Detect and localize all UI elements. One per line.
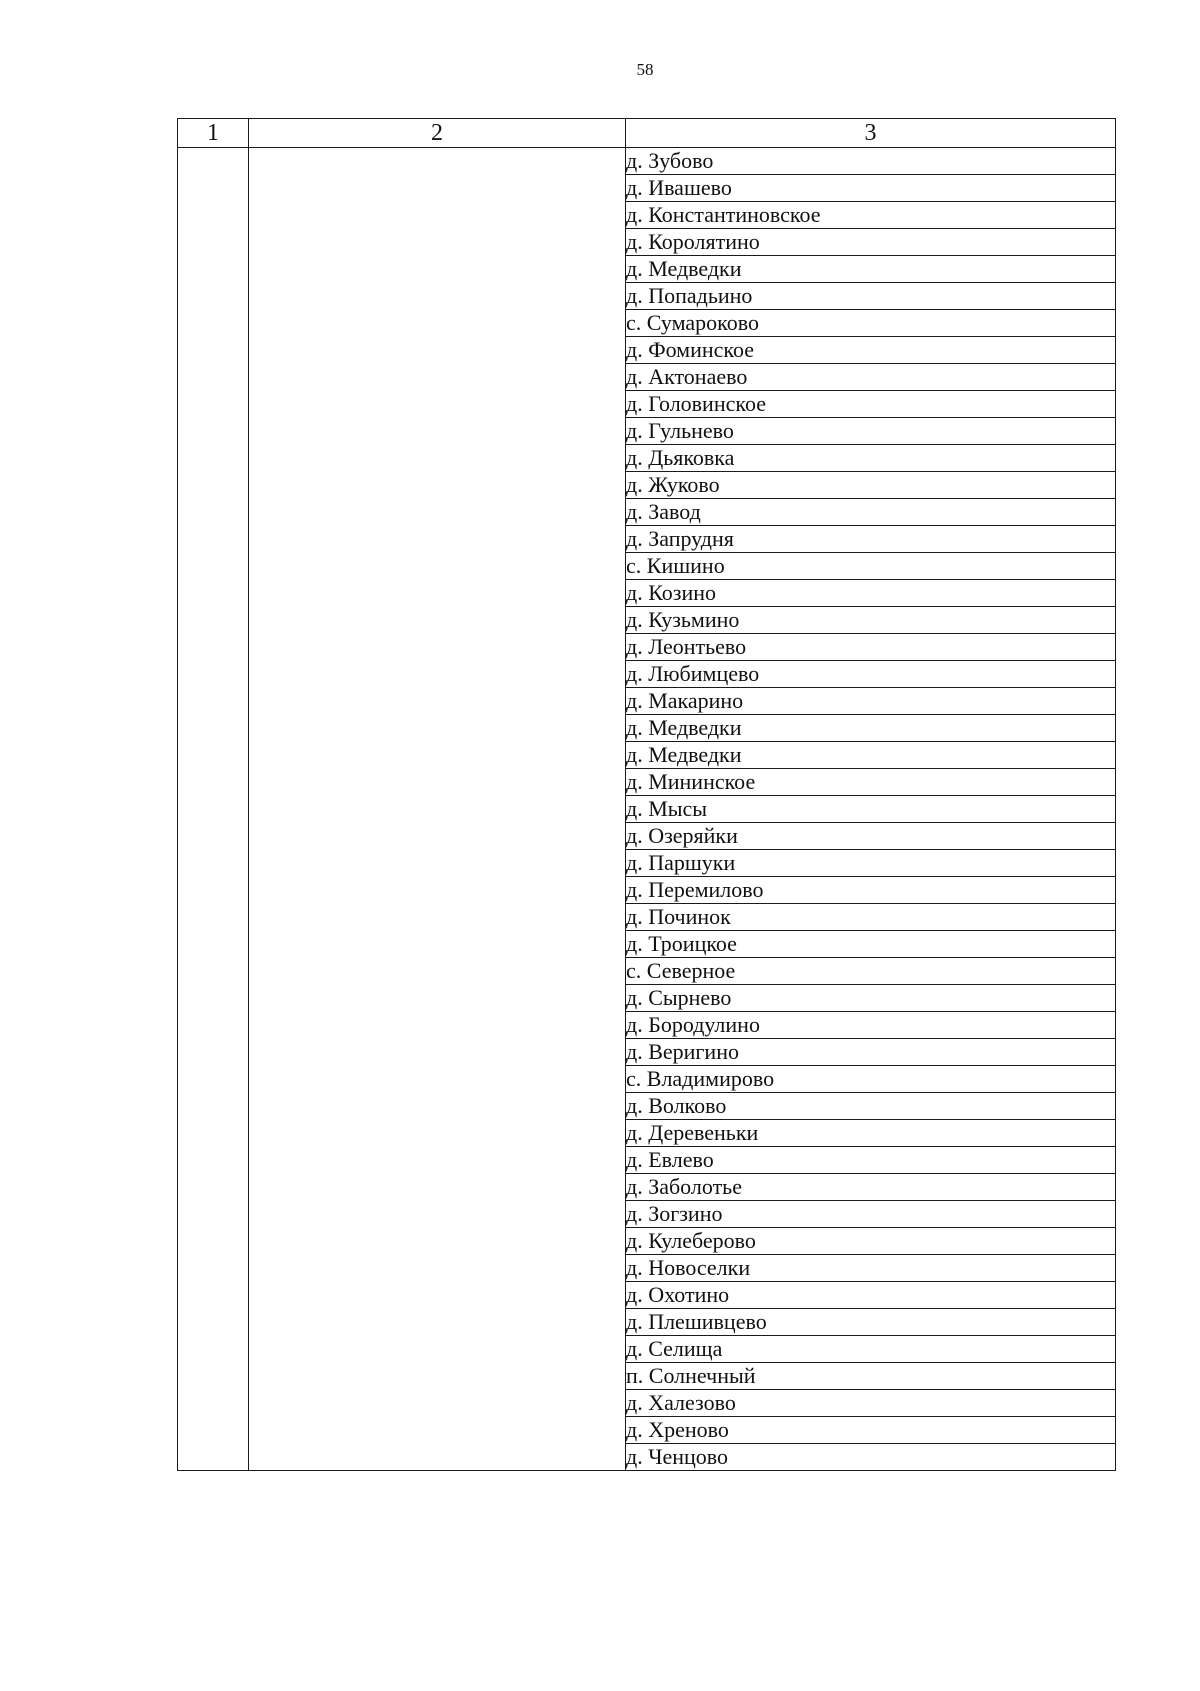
settlement-name-cell: д. Деревеньки (626, 1120, 1116, 1147)
settlement-name-cell: д. Новоселки (626, 1255, 1116, 1282)
settlement-name-cell: с. Владимирово (626, 1066, 1116, 1093)
settlement-name-cell: с. Сумароково (626, 310, 1116, 337)
settlement-name-cell: д. Завод (626, 499, 1116, 526)
page-number: 58 (636, 60, 654, 79)
settlement-name-cell: д. Попадьино (626, 283, 1116, 310)
settlement-name-cell: д. Зогзино (626, 1201, 1116, 1228)
settlement-name-cell: д. Кузьмино (626, 607, 1116, 634)
settlement-name-cell: д. Кулеберово (626, 1228, 1116, 1255)
settlement-name-cell: д. Ченцово (626, 1444, 1116, 1471)
settlement-name-cell: д. Козино (626, 580, 1116, 607)
column-header-1: 1 (178, 119, 249, 148)
settlement-name-cell: д. Гульнево (626, 418, 1116, 445)
table-header-row (178, 119, 1116, 148)
settlement-name-cell: д. Охотино (626, 1282, 1116, 1309)
settlement-name-cell: д. Зубово (626, 148, 1116, 175)
settlement-name-cell: д. Волково (626, 1093, 1116, 1120)
settlement-name-cell: с. Северное (626, 958, 1116, 985)
settlement-name-cell: д. Халезово (626, 1390, 1116, 1417)
settlement-name-cell: д. Селища (626, 1336, 1116, 1363)
settlement-name-cell: д. Перемилово (626, 877, 1116, 904)
settlement-name-cell: д. Головинское (626, 391, 1116, 418)
settlement-name-cell: д. Плешивцево (626, 1309, 1116, 1336)
settlement-name-cell: д. Фоминское (626, 337, 1116, 364)
settlement-name-cell: д. Леонтьево (626, 634, 1116, 661)
settlement-name-cell: д. Медведки (626, 256, 1116, 283)
settlement-name-cell: д. Ивашево (626, 175, 1116, 202)
settlement-name-cell: д. Медведки (626, 715, 1116, 742)
column-header-3: 3 (626, 119, 1116, 148)
settlement-name-cell: д. Запрудня (626, 526, 1116, 553)
column-1-cell (178, 148, 249, 1471)
settlements-table (177, 118, 1116, 1471)
settlement-name-cell: д. Хреново (626, 1417, 1116, 1444)
settlement-name-cell: д. Паршуки (626, 850, 1116, 877)
settlement-name-cell: п. Солнечный (626, 1363, 1116, 1390)
table-body (178, 148, 1116, 1471)
settlement-name-cell: д. Озеряйки (626, 823, 1116, 850)
settlement-name-cell: д. Константиновское (626, 202, 1116, 229)
column-header-2: 2 (249, 119, 626, 148)
settlement-name-cell: д. Макарино (626, 688, 1116, 715)
settlement-name-cell: д. Троицкое (626, 931, 1116, 958)
settlement-name-cell: д. Королятино (626, 229, 1116, 256)
settlement-name-cell: с. Кишино (626, 553, 1116, 580)
table-row (178, 148, 1116, 175)
settlement-name-cell: д. Починок (626, 904, 1116, 931)
settlement-name-cell: д. Мысы (626, 796, 1116, 823)
settlement-name-cell: д. Веригино (626, 1039, 1116, 1066)
settlement-name-cell: д. Медведки (626, 742, 1116, 769)
settlement-name-cell: д. Евлево (626, 1147, 1116, 1174)
settlement-name-cell: д. Сырнево (626, 985, 1116, 1012)
settlement-name-cell: д. Жуково (626, 472, 1116, 499)
settlement-name-cell: д. Актонаево (626, 364, 1116, 391)
settlement-name-cell: д. Мининское (626, 769, 1116, 796)
settlement-name-cell: д. Заболотье (626, 1174, 1116, 1201)
settlement-name-cell: д. Бородулино (626, 1012, 1116, 1039)
column-2-cell (249, 148, 626, 1471)
settlement-name-cell: д. Дьяковка (626, 445, 1116, 472)
settlement-name-cell: д. Любимцево (626, 661, 1116, 688)
